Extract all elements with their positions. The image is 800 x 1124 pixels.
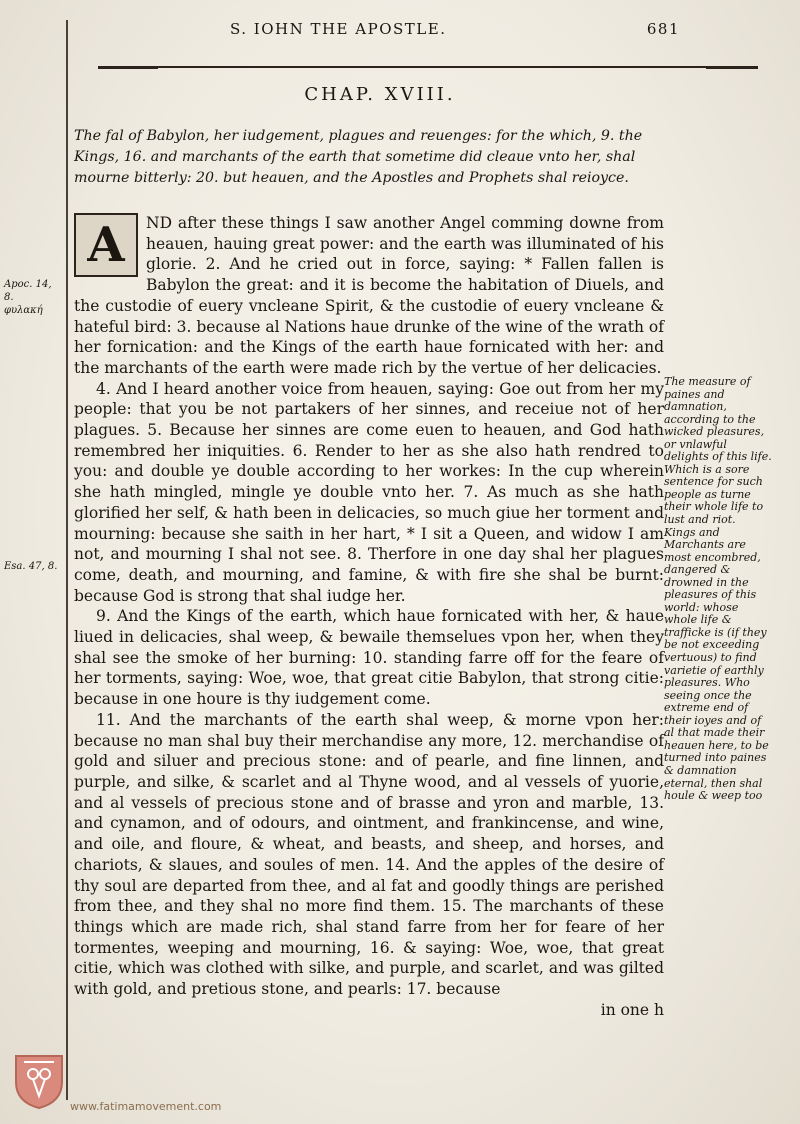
margin-ref-1-greek: φυλακή [4, 305, 43, 316]
margin-ref-esaias: Esa. 47, 8. [4, 561, 58, 572]
header-rule-accent-left [98, 66, 158, 69]
margin-ref-1: Apoc. 14, 8. [4, 279, 52, 303]
chapter-summary: The fal of Babylon, her iudgement, plagues and reuenges: for the which, 9. the Kings, 16. and marchants of the earth that sometime did cleaue vnto her, shal mourne bitterly: 20. but heauen, and the Apostles and Prophets shal reioyce. [74, 128, 643, 186]
decorated-initial: A [74, 213, 138, 277]
margin-note-1: The measure of paines and damnation, according to the wicked pleasures, or vnlawful delights of this life. Which is a sore sentence for such people as turne their whole life to lust and riot. [664, 375, 772, 527]
footer-website: www.fatimamovement.com [70, 1100, 222, 1113]
margin-note-2: Kings and Marchants are most encombred, dangered & drowned in the pleasures of this world: whose whole life & trafficke is (if they be not exceeding vertuous) to find varietie of earthly pleasures. Who seeing once the extreme end of their ioyes and of al that made their heauen here, to be turned into paines & damnation eternal, then shal houle & weep too [664, 525, 769, 803]
header-rule-accent-right [706, 66, 758, 69]
chapter-heading: CHAP. XVIII. [304, 84, 456, 105]
verse-1: ND after these things I saw another Angel comming downe from heauen, hauing great power: and the earth was illuminated of his glorie. 2. And he cried out in force, saying: * Fallen fallen is Babylon the great: and it is become the habitation of Diuels, and the custodie of euery vncleane Spirit, & the custodie of euery vncleane & hateful bird: 3. because al Nations haue drunke of the wine of the wrath of her fornication: and the Kings of the earth haue fornicated with her: and the marchants of the earth were made rich by the vertue of her delicacies. [74, 214, 664, 377]
page-number: 681 [646, 20, 680, 38]
verse-11: 11. And the marchants of the earth shal weep, & morne vpon her: because no man shal buy their merchandise any more, 12. merchandise of gold and siluer and precious stone: and of pearle, and fine linnen, and purple, and silke, & scarlet and al Thyne wood, and al vessels of yuorie, and al vessels of precious stone and of brasse and yron and marble, 13. and cynamon, and of odours, and ointment, and frankincense, and wine, and oile, and floure, & wheat, and beasts, and sheep, and horses, and chariots, & slaues, and soules of men. 14. And the apples of the desire of thy soul are departed from thee, and al fat and goodly things are perished from thee, and they shal no more find them. 15. The marchants of these things which are made rich, shal stand farre from her for feare of her tormentes, weeping and mourning, 16. & saying: Woe, woe, that great citie, which was clothed with silke, and purple, and scarlet, and was gilted with gold, and pretious stone, and pearls: 17. because [74, 710, 664, 999]
body-text [74, 213, 664, 1020]
right-margin-notes [664, 376, 774, 803]
header-title: S. IOHN THE APOSTLE. [230, 20, 447, 38]
verse-4: 4. And I heard another voice from heauen, saying: Goe out from her my people: that you be not partakers of her sinnes, and receiue not of her plagues. 5. Because her sinnes are come euen to heauen, and God hath remembred her iniquities. 6. Render to her as she also hath rendred to you: and double ye double according to her workes: In the cup wherein she hath mingled, mingle ye double vnto her. 7. As much as she hath glorified her self, & hath been in delicacies, so much giue her torment and mourning: because she saith in her hart, * I sit a Queen, and widow I am not, and mourning I shal not see. 8. Therfore in one day shal her plagues come, death, and mourning, and famine, & with fire she shal be burnt: because God is strong that shal iudge her. [74, 379, 664, 605]
margin-ref-apocalypse [4, 278, 64, 317]
shield-logo-icon [14, 1052, 64, 1110]
header-rule [98, 66, 758, 68]
catchword-line: in one h [600, 1000, 664, 1019]
margin-rule [66, 20, 68, 1100]
verse-9: 9. And the Kings of the earth, which haue fornicated with her, & haue liued in delicacies, shal weep, & bewaile themselues vpon her, when they shal see the smoke of her burning: 10. standing farre off for the feare of her torments, saying: Woe, woe, that great citie Babylon, that strong citie: because in one houre is thy iudgement come. [74, 607, 664, 709]
running-header [120, 20, 680, 38]
